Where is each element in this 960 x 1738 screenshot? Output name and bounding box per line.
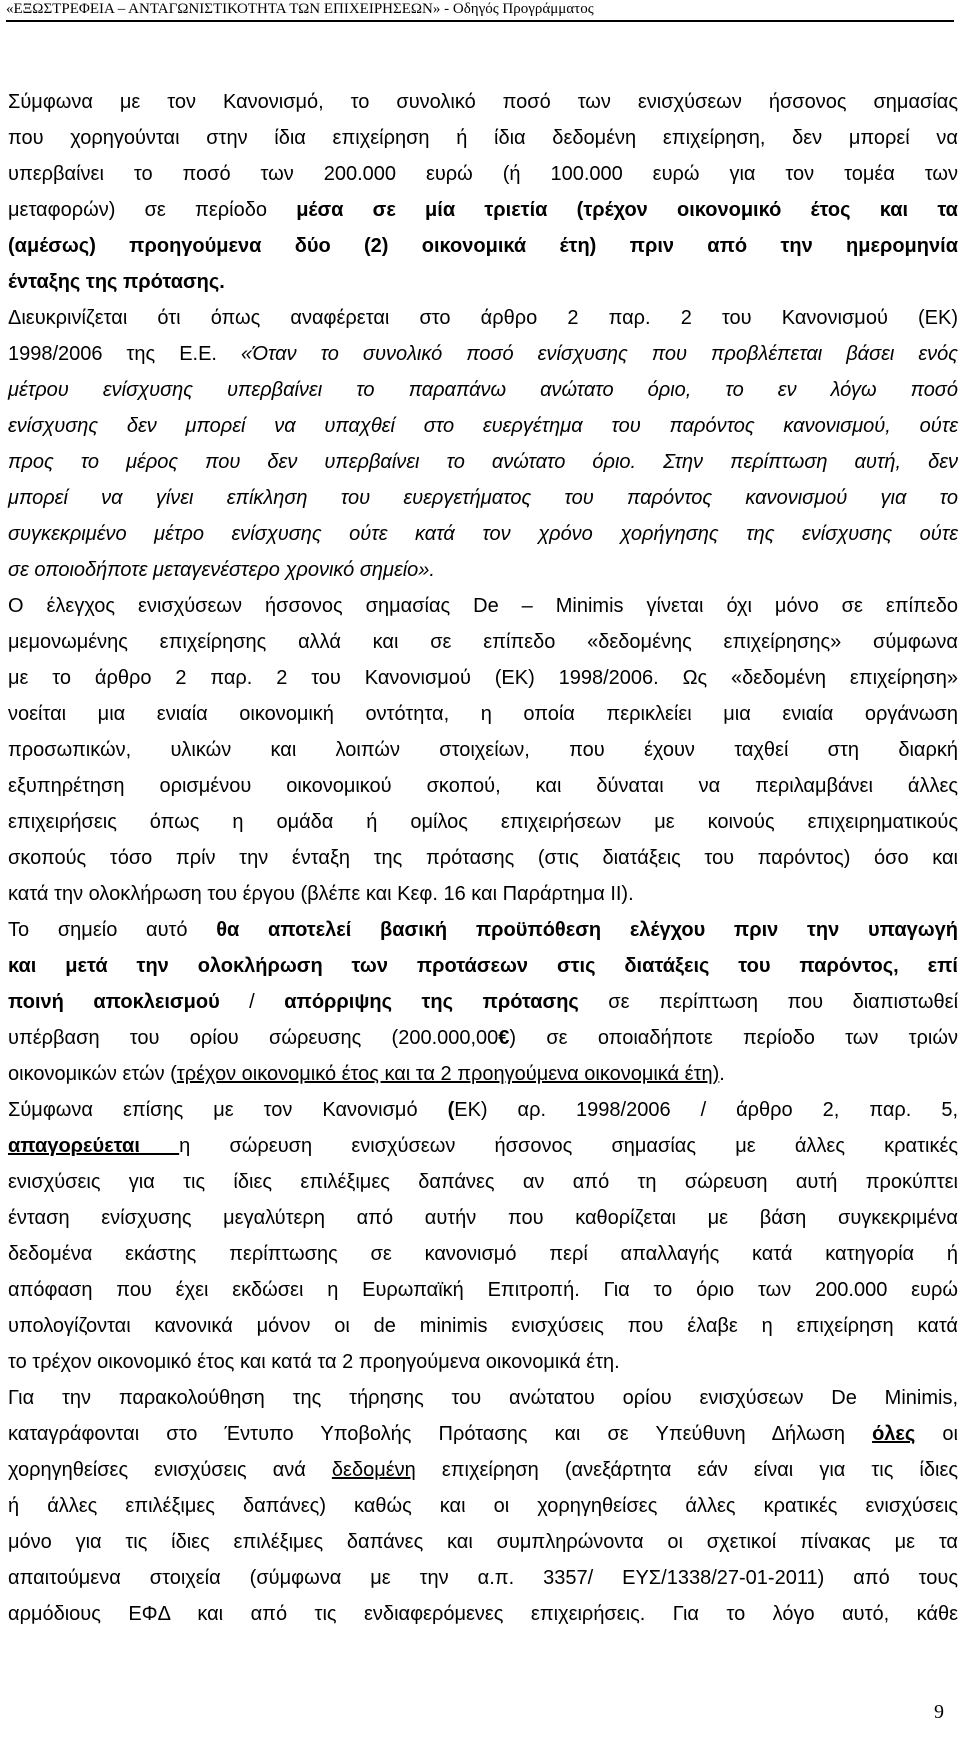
text-line bbox=[8, 912, 958, 948]
text-line bbox=[8, 1524, 958, 1560]
text-line bbox=[8, 444, 958, 480]
header-rule bbox=[6, 20, 954, 22]
text-line bbox=[8, 516, 958, 552]
text-segment: προσωπικών, υλικών και λοιπών στοιχείων, που έχουν ταχθεί στη διαρκή bbox=[8, 739, 958, 761]
text-segment: Για την παρακολούθηση της τήρησης του ανώτατου ορίου ενισχύσεων De Minimis, bbox=[8, 1387, 958, 1409]
text-line bbox=[8, 1092, 958, 1128]
text-line bbox=[8, 408, 958, 444]
text-segment: μπορεί να γίνει επίκληση του ευεργετήματος του παρόντος κανονισμού για το bbox=[8, 487, 958, 509]
text-segment: απόρριψης της πρότασης bbox=[284, 991, 579, 1013]
text-line bbox=[8, 300, 958, 336]
text-line bbox=[8, 1020, 958, 1056]
text-segment: Σύμφωνα με τον Κανονισμό, το συνολικό ποσό των ενισχύσεων ήσσονος σημασίας bbox=[8, 91, 958, 113]
text-segment: ( bbox=[447, 1099, 455, 1121]
text-line bbox=[8, 624, 958, 660]
text-line bbox=[8, 336, 958, 372]
text-segment: κατά την ολοκλήρωση του έργου (βλέπε και Κεφ. 16 και Παράρτημα ΙΙ). bbox=[8, 883, 634, 905]
text-segment: τρέχον οικονομικό έτος και τα 2 προηγούμενα οικονομικά έτη) bbox=[176, 1063, 720, 1085]
text-line bbox=[8, 1308, 958, 1344]
text-segment: που χορηγούνται στην ίδια επιχείρηση ή ίδια δεδομένη επιχείρηση, δεν μπορεί να bbox=[8, 127, 958, 149]
text-segment: η σώρευση ενισχύσεων ήσσονος σημασίας με άλλες κρατικές bbox=[179, 1135, 958, 1157]
text-segment: προς το μέρος που δεν υπερβαίνει το ανώτατο όριο. Στην περίπτωση αυτή, δεν bbox=[8, 451, 958, 473]
text-segment: μέτρου ενίσχυσης υπερβαίνει το παραπάνω ανώτατο όριο, το εν λόγω ποσό bbox=[8, 379, 958, 401]
text-segment: επιχειρήσεις όπως η ομάδα ή ομίλος επιχειρήσεων με κοινούς επιχειρηματικούς bbox=[8, 811, 958, 833]
text-line bbox=[8, 84, 958, 120]
page-number: 9 bbox=[934, 1701, 944, 1723]
text-segment: οι bbox=[915, 1423, 958, 1445]
text-segment: το τρέχον οικονομικό έτος και κατά τα 2 προηγούμενα οικονομικά έτη. bbox=[8, 1351, 620, 1373]
text-segment: υπερβαίνει το ποσό των 200.000 ευρώ (ή 100.000 ευρώ για τον τομέα των bbox=[8, 163, 958, 185]
text-segment: σε οποιοδήποτε μεταγενέστερο χρονικό σημείο». bbox=[8, 559, 435, 581]
text-line bbox=[8, 264, 958, 300]
text-segment: ή άλλες επιλέξιμες δαπάνες) καθώς και οι χορηγηθείσες άλλες κρατικές ενισχύσεις bbox=[8, 1495, 958, 1517]
text-segment: θα αποτελεί βασική προϋπόθεση ελέγχου πριν την υπαγωγή bbox=[216, 919, 958, 941]
text-segment: σε περίπτωση που διαπιστωθεί bbox=[578, 991, 959, 1013]
text-segment: οικονομικών ετών ( bbox=[8, 1063, 177, 1085]
text-segment: υπολογίζονται κανονικά μόνον οι de minimis ενισχύσεις που έλαβε η επιχείρηση κατά bbox=[8, 1315, 958, 1337]
text-segment: επιχείρηση (ανεξάρτητα εάν είναι για τις ίδιες bbox=[415, 1459, 958, 1481]
text-segment: και μετά την ολοκλήρωση των προτάσεων στις διατάξεις του παρόντος, επί bbox=[8, 955, 958, 977]
text-segment: ένταξης της πρότασης. bbox=[8, 271, 225, 293]
text-segment: μόνο για τις ίδιες επιλέξιμες δαπάνες και συμπληρώνοντα οι σχετικοί πίνακας με τα bbox=[8, 1531, 958, 1553]
text-segment: συγκεκριμένο μέτρο ενίσχυσης ούτε κατά τον χρόνο χορήγησης της ενίσχυσης ούτε bbox=[8, 523, 958, 545]
text-line bbox=[8, 228, 958, 264]
text-line bbox=[8, 372, 958, 408]
text-segment: χορηγηθείσες ενισχύσεις ανά bbox=[8, 1459, 332, 1481]
text-line bbox=[8, 480, 958, 516]
text-line bbox=[8, 1236, 958, 1272]
text-line bbox=[8, 984, 958, 1020]
text-line bbox=[8, 768, 958, 804]
text-line bbox=[8, 660, 958, 696]
running-header: «ΕΞΩΣΤΡΕΦΕΙΑ – ΑΝΤΑΓΩΝΙΣΤΙΚΟΤΗΤΑ ΤΩΝ ΕΠΙΧΕΙΡΗΣΕΩΝ» - Οδηγός Προγράμματος bbox=[6, 1, 594, 17]
text-line bbox=[8, 156, 958, 192]
text-segment: (αμέσως) προηγούμενα δύο (2) οικονομικά έτη) πριν από την ημερομηνία bbox=[8, 235, 958, 257]
text-segment: Σύμφωνα επίσης με τον Κανονισμό bbox=[8, 1099, 448, 1121]
text-line bbox=[8, 1128, 958, 1164]
text-line bbox=[8, 1272, 958, 1308]
text-segment: Διευκρινίζεται ότι όπως αναφέρεται στο άρθρο 2 παρ. 2 του Κανονισμού (ΕΚ) bbox=[8, 307, 958, 329]
text-segment: δεδομένη bbox=[331, 1459, 416, 1481]
text-segment: καταγράφονται στο Έντυπο Υποβολής Πρότασης και σε Υπεύθυνη Δήλωση bbox=[8, 1423, 873, 1445]
text-line bbox=[8, 804, 958, 840]
text-segment: 1998/2006 της Ε.Ε. bbox=[8, 343, 241, 365]
text-line bbox=[8, 588, 958, 624]
text-line bbox=[8, 1164, 958, 1200]
text-line bbox=[8, 1344, 958, 1380]
text-segment: απόφαση που έχει εκδώσει η Ευρωπαϊκή Επιτροπή. Για το όριο των 200.000 ευρώ bbox=[8, 1279, 958, 1301]
text-line bbox=[8, 1560, 958, 1596]
text-line bbox=[8, 1200, 958, 1236]
text-segment: εξυπηρέτηση ορισμένου οικονομικού σκοπού, και δύναται να περιλαμβάνει άλλες bbox=[8, 775, 958, 797]
text-segment: Το σημείο αυτό bbox=[8, 919, 217, 941]
text-segment: με το άρθρο 2 παρ. 2 του Κανονισμού (ΕΚ) 1998/2006. Ως «δεδομένη επιχείρηση» bbox=[8, 667, 958, 689]
text-line bbox=[8, 732, 958, 768]
text-segment: δεδομένα εκάστης περίπτωσης σε κανονισμό περί απαλλαγής κατά κατηγορία ή bbox=[8, 1243, 958, 1265]
text-segment: / bbox=[219, 991, 285, 1013]
text-segment: αρμόδιους ΕΦΔ και από τις ενδιαφερόμενες επιχειρήσεις. Για το λόγο αυτό, κάθε bbox=[8, 1603, 958, 1625]
text-line bbox=[8, 192, 958, 228]
text-line bbox=[8, 696, 958, 732]
text-segment: σκοπούς τόσο πρίν την ένταξη της πρότασης (στις διατάξεις του παρόντος) όσο και bbox=[8, 847, 958, 869]
text-segment: € bbox=[498, 1027, 510, 1049]
text-line bbox=[8, 876, 958, 912]
text-segment: μεταφορών) σε περίοδο bbox=[8, 199, 297, 221]
text-segment: υπέρβαση του ορίου σώρευσης (200.000,00 bbox=[8, 1027, 499, 1049]
text-segment: απαιτούμενα στοιχεία (σύμφωνα με την α.π. 3357/ ΕΥΣ/1338/27-01-2011) από τους bbox=[8, 1567, 958, 1589]
text-segment: Ο έλεγχος ενισχύσεων ήσσονος σημασίας De – Minimis γίνεται όχι μόνο σε επίπεδο bbox=[8, 595, 958, 617]
text-line bbox=[8, 840, 958, 876]
text-line bbox=[8, 1452, 958, 1488]
text-segment: ΕΚ) αρ. 1998/2006 / άρθρο 2, παρ. 5, bbox=[454, 1099, 958, 1121]
body-text bbox=[8, 84, 958, 1632]
text-line bbox=[8, 552, 958, 588]
text-line bbox=[8, 1056, 958, 1092]
text-segment: ποινή αποκλεισμού bbox=[8, 991, 220, 1013]
text-segment: ένταση ενίσχυσης μεγαλύτερη από αυτήν που καθορίζεται με βάση συγκεκριμένα bbox=[8, 1207, 958, 1229]
text-segment: απαγορεύεται bbox=[8, 1135, 180, 1157]
text-segment: όλες bbox=[872, 1423, 916, 1445]
text-line bbox=[8, 1416, 958, 1452]
text-segment: . bbox=[719, 1063, 725, 1085]
text-segment: ) σε οποιαδήποτε περίοδο των τριών bbox=[509, 1027, 958, 1049]
text-segment: νοείται μια ενιαία οικονομική οντότητα, η οποία περικλείει μια ενιαία οργάνωση bbox=[8, 703, 958, 725]
text-segment: μέσα σε μία τριετία (τρέχον οικονομικό έτος και τα bbox=[296, 199, 958, 221]
text-segment: ενίσχυσης δεν μπορεί να υπαχθεί στο ευεργέτημα του παρόντος κανονισμού, ούτε bbox=[8, 415, 958, 437]
text-line bbox=[8, 1380, 958, 1416]
text-segment: «Όταν το συνολικό ποσό ενίσχυσης που προβλέπεται βάσει ενός bbox=[240, 343, 958, 365]
text-segment: μεμονωμένης επιχείρησης αλλά και σε επίπεδο «δεδομένης επιχείρησης» σύμφωνα bbox=[8, 631, 958, 653]
text-line bbox=[8, 1488, 958, 1524]
text-segment: ενισχύσεις για τις ίδιες επιλέξιμες δαπάνες αν από τη σώρευση αυτή προκύπτει bbox=[8, 1171, 958, 1193]
text-line bbox=[8, 1596, 958, 1632]
text-line bbox=[8, 948, 958, 984]
text-line bbox=[8, 120, 958, 156]
